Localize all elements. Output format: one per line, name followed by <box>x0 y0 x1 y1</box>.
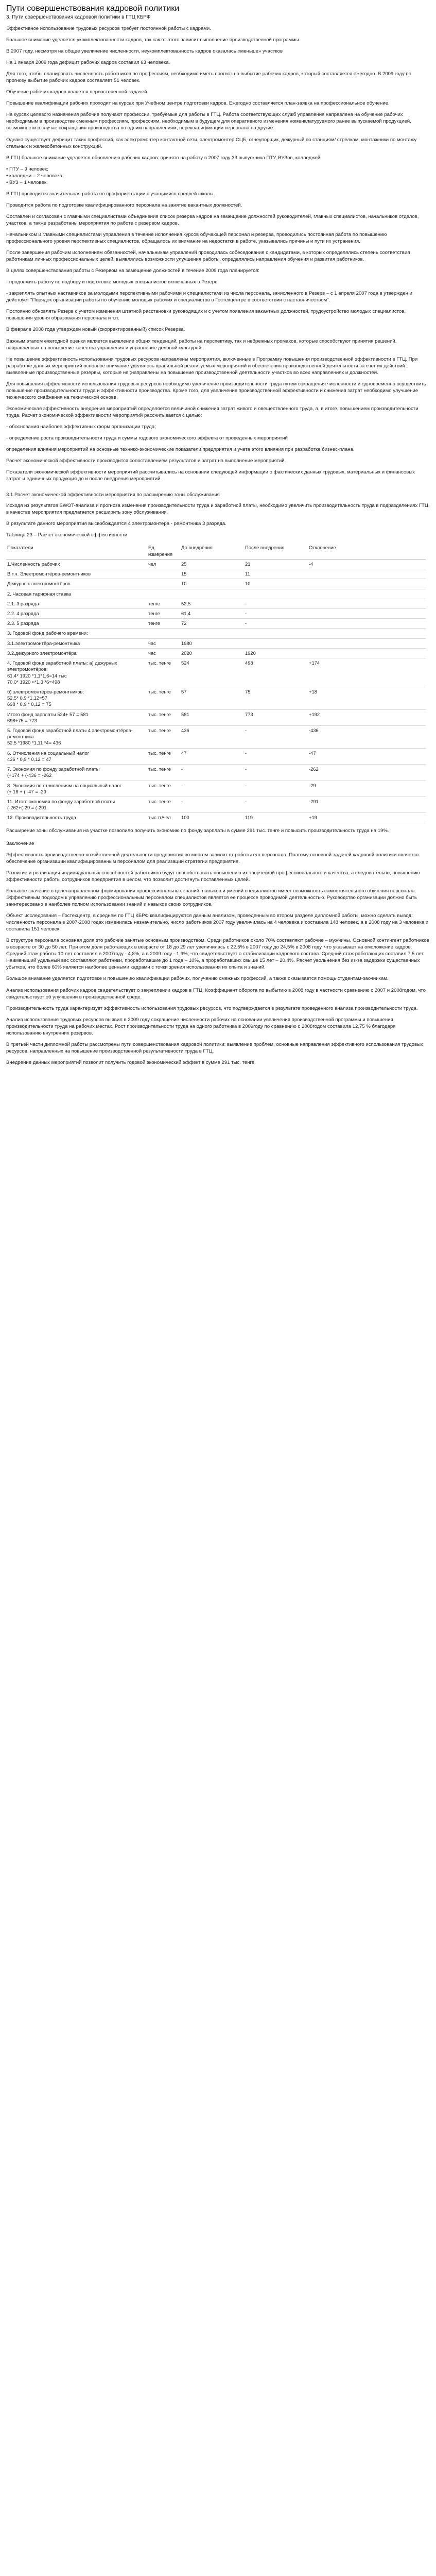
table-cell: 2. Часовая тарифная ставка <box>6 589 147 599</box>
table-cell <box>308 569 426 579</box>
table-cell: -262 <box>308 765 426 781</box>
table-row <box>6 765 426 781</box>
table-row <box>6 709 426 725</box>
table-row <box>6 648 426 658</box>
table-cell <box>308 648 426 658</box>
paragraph: Для повышения эффективности использования трудовых ресурсов необходимо увеличение производительности труда путем сокращения численности и одновременно осуществить повышение производительности труда и эффективности производства. Кроме того, для увеличения производственной эффективности и снижения затрат необходимо улучшение технического снабжения на технической основе. <box>6 381 426 400</box>
table-cell <box>147 569 180 579</box>
conclusion-title: Заключение <box>6 840 34 846</box>
paragraph: На 1 января 2009 года дефицит рабочих кадров составил 63 человека. <box>6 60 170 66</box>
table-cell: 498 <box>244 658 308 687</box>
paragraph: Расчет экономической эффективности производится сопоставлением результатов и затрат на выполнение мероприятий. <box>6 458 286 464</box>
table-cell: час <box>147 648 180 658</box>
paragraph: В структуре персонала основная доля это рабочие занятые основным производством. Среди работников около 70% составляют рабочие – мужчины. Основной контингент работников в возрасте от 30 до 50 лет. При этом доля работающих в возрасте от 18 до 29 лет увеличилась с 22,5% в 2007 году до 24,5% в 2008 году, что указывает на омоложение кадров. Средний стаж работы 10 лет составлял в 2007году - 4,8%, а в 2009 году - 1,9%, что свидетельствует о стабилизации кадрового состава. Средний стаж работающих составил 7,5 лет. Наименьший удельный вес составляют работники, проработавшие до 1 года – 10%, а проработавших свыше 15 лет – 20,4%. Расчет увольнения без из-за задержки существенных убытков, что более 60% является наиболее ценными кадрами с точки зрения использования их опыта и знаний. <box>6 938 429 971</box>
table-cell: - <box>180 797 244 813</box>
table-caption: Таблица 23 – Расчет экономической эффективности <box>6 532 128 538</box>
column-header: Показатели <box>6 543 147 559</box>
table-cell: +192 <box>308 709 426 725</box>
paragraph: Исходя из результатов SWOT-анализа и прогноза изменения производительности труда и заработной платы, необходимо увеличить производительность труда в подразделениях ГТЦ, в качестве мероприятия предлагается расширить зону обслуживания. <box>6 503 430 516</box>
table-cell: Итого фонд зарплаты 524+ 57 = 581 698+75 = 773 <box>6 709 147 725</box>
paragraph: Развитие и реализация индивидуальных способностей работников будут способствовать повышению их творческой профессионального и качества, а следовательно, повышению эффективности работы сотрудников предприятия в целом, что позволит достигнуть поставленных целей. <box>6 870 420 883</box>
paragraph-group-b <box>6 502 430 527</box>
table-row <box>6 726 426 749</box>
paragraph: Показатели экономической эффективности мероприятий рассчитывались на основании следующей информации о фактических данных трудовых, материальных и финансовых затрат и единичных продукция до и после внедрения мероприятий. <box>6 469 415 482</box>
table-cell <box>244 589 308 599</box>
table-cell: 1980 <box>180 638 244 648</box>
table-cell <box>308 638 426 648</box>
table-cell: тыс. тенге <box>147 765 180 781</box>
table-cell <box>147 589 180 599</box>
table-cell: тыс. тенге <box>147 726 180 749</box>
table-row <box>6 781 426 796</box>
table-cell <box>180 589 244 599</box>
table-cell: 11. Итого экономия по фонду заработной платы (-262+(-29 = (-291 <box>6 797 147 813</box>
paragraph: определения влияния мероприятий на основные технико-экономические показатели предприятия и учета этого влияния при разработке бизнес-плана. <box>6 447 355 453</box>
paragraph: Важным этапом ежегодной оценки является выявление общих тенденций, работы на перспективу, так и небрежных промахов, которые способствуют принятия решений, направленных на повышение качества управления и управление деловой культурой. <box>6 338 397 351</box>
table-cell: тыс. тенге <box>147 781 180 796</box>
table-cell: 72 <box>180 619 244 629</box>
table-cell <box>244 629 308 638</box>
paragraph: На курсах целевого назначения рабочие получают профессии, требуемые для работы в ГТЦ. Работа соответствующих служб управления направлена на обучение рабочих необходимым в производстве смежным профессиям, профессиям, необходимым в будущем для оперативного изменения номенклатуруемого ранее выпускаемой продукцией, возможности в случае сокращения производства по одним направлениям, переквалификации персонала на другие. <box>6 112 411 131</box>
paragraph: Большое внимание уделяется подготовке и повышению квалификации рабочих, получению смежных профессий, а также оказывается помощь студентам-заочникам. <box>6 976 389 982</box>
table-cell: час <box>147 638 180 648</box>
table-cell: - <box>180 781 244 796</box>
column-header: После внедрения <box>244 543 308 559</box>
page-title: Пути совершенствования кадровой политики <box>6 4 180 13</box>
table-cell <box>308 579 426 589</box>
paragraph: Внедрение данных мероприятий позволит получить годовой экономический эффект в сумме 291 тыс. тенге. <box>6 1059 256 1065</box>
paragraph: Расширение зоны обслуживания на участке позволило получить экономию по фонду зарплаты в сумме 291 тыс. тенге и повысить производительность труда на 19%. <box>6 827 389 834</box>
table-cell: тенге <box>147 599 180 608</box>
paragraph: Объект исследования – Гостехцентр, в среднем по ГТЦ КБРФ квалифицируются данным анализом, проведенным во втором разделе дипломной работы, можно сделать вывод: численность персонала в 2007-2008 годах изменилась незначительно, число работников 2007 году увеличилась на 4 человека и составила 148 человек, а в 2008 году на 3 человека и составила 151 человек. <box>6 913 429 933</box>
paragraph: В результате данного мероприятия высвобождается 4 электромонтера - ремонтника 3 разряда. <box>6 521 226 527</box>
table-cell: -291 <box>308 797 426 813</box>
table-cell: 5. Годовой фонд заработной платы 4 электромонтёров-ремонтника 52,5 *1980 *1,11 *4= 436 <box>6 726 147 749</box>
paragraph: - продолжить работу по подбору и подготовке молодых специалистов включенных в Резерв; <box>6 279 219 285</box>
paragraph-group-d <box>6 852 430 1066</box>
table-cell: 4. Годовой фонд заработной платы: а) дежурных электромонтёров: 61,4* 1920 *1,1*1,6=14 тыс 70,0* 1920 ≈*1,3 *6=498 <box>6 658 147 687</box>
paragraph: Однако существует дефицит таких профессий, как электромонтер контактной сети, электромонтер СЦБ, огнеупорщик, дежурный по станциям/ стрелкам, монтажники по монтажу стальных и железобетонных конструкций. <box>6 137 417 149</box>
table-cell: - <box>244 608 308 618</box>
table-cell: +19 <box>308 813 426 823</box>
paragraph-group-a <box>6 25 430 482</box>
paragraph: В 2007 году, несмотря на общее увеличение численности, неукомплектованность кадров оказалась «меньше» участков <box>6 48 283 55</box>
paragraph: Обучение рабочих кадров является первостепенной задачей. <box>6 89 149 95</box>
paragraph: - обоснования наиболее эффективных форм организации труда; <box>6 423 156 430</box>
table-row <box>6 599 426 608</box>
paragraph: Эффективность производственно-хозяйственной деятельности предприятия во многом зависит от работы его персонала. Поэтому основной задачей кадровой политики является обеспечение организации квалифицированным персоналом для реализации стратегии предприятия. <box>6 852 419 865</box>
paragraph: • ПТУ – 9 человек; • колледжи – 2 человека; • ВУЗ – 1 человек. <box>6 166 64 185</box>
table-cell <box>308 589 426 599</box>
table-cell: -47 <box>308 748 426 764</box>
table-cell: 1.Численность рабочих <box>6 559 147 569</box>
table-cell: 10 <box>180 579 244 589</box>
table-cell: 3.2.дежурного электромонтёра <box>6 648 147 658</box>
table-cell: 2020 <box>180 648 244 658</box>
table-row <box>6 687 426 709</box>
paragraph: Производительность труда характеризует эффективность использования трудовых ресурсов, что подтверждается в результате проведенного анализа производительности труда. <box>6 1005 418 1011</box>
paragraph: Большое значение в целенаправленном формировании профессиональных знаний, навыков и умений специалистов имеет возможность самостоятельного обучения персонала. Эффективным подходом к управлению профессиональным персоналом специалистов является ее процессе проводимой деятельностью. Руководство организации должно быть заинтересовано в наиболее полном использовании знаний и навыков своих сотрудников. <box>6 888 417 908</box>
table-row <box>6 638 426 648</box>
table-cell: 773 <box>244 709 308 725</box>
table-cell: 25 <box>180 559 244 569</box>
column-header: Отклонение <box>308 543 426 559</box>
paragraph: Начальником и главными специалистами управления в течение исполнения курсов обучающей персонал и резерва, проводились постоянная работа по повышению профессионального уровня перспективных специалистов, обращалось их внимание на недостатки в работе, указывались причины и пути их устранения. <box>6 231 387 245</box>
table-cell <box>308 599 426 608</box>
table-cell <box>180 629 244 638</box>
table-cell: 11 <box>244 569 308 579</box>
table-header-row <box>6 543 426 559</box>
paragraph: Повышение квалификации рабочих проходит на курсах при Учебном центре подготовки кадров. Ежегодно составляется план-заявка на профессиональное обучение. <box>6 100 390 107</box>
table-row <box>6 629 426 638</box>
paragraph: Не повышение эффективность использования трудовых ресурсов направлены мероприятия, включенные в Программу повышения производственной эффективности в ГТЦ. При разработке данных мероприятий основное внимание уделялось правильной реализуемых мероприятий и обеспечения производственной деятельности за счет их действий ; выявленные производственные резервы, которые не ;направлены на повышение производственной деятельности участков во всех направлениях и должностей. <box>6 356 418 376</box>
table-cell: -436 <box>308 726 426 749</box>
table-cell: тыс. тенге <box>147 748 180 764</box>
table-cell: 8. Экономия по отчислениям на социальный налог (+ 18 + ( -47 = -29 <box>6 781 147 796</box>
table-cell: 10 <box>244 579 308 589</box>
document-page <box>0 0 436 1066</box>
table-cell <box>147 629 180 638</box>
paragraph: В ГТЦ проводится значительная работа по профориентации с учащимися средней школы. <box>6 191 215 197</box>
paragraph: В целях совершенствования работы с Резервом на замещение должностей в течение 2009 года планируется: <box>6 268 259 274</box>
paragraph: В третьей части дипломной работы рассмотрены пути совершенствования кадровой политики: выявление проблем, основные направления эффективного использования трудовых ресурсов, направленных на повышение производственной результативности труда в ГТЦ. <box>6 1041 423 1054</box>
table-cell <box>244 638 308 648</box>
table-cell: 100 <box>180 813 244 823</box>
table-cell: - <box>180 765 244 781</box>
table-cell: 75 <box>244 687 308 709</box>
paragraph: После завершения рабочим исполнением обязанностей, начальникам управлений проводилась собеседования с кандидатами, в которых определялись степень соответствия работникам личных профессиональных целей, выявлялись возможности улучшения работы, определялись направления обучения и развития работников. <box>6 250 410 263</box>
table-cell: 2.2. 4 разряда <box>6 608 147 618</box>
paragraph: В феврале 2008 года утвержден новый (скорректированный) список Резерва. <box>6 327 185 333</box>
table-cell: - <box>244 797 308 813</box>
paragraph: Постоянно обновлять Резерв с учетом изменения штатной расстановки руководящих и с учетом появления вакантных должностей, трудоустройство молодых специалистов, повышения уровня образования персонала и т.п. <box>6 309 406 321</box>
table-row <box>6 748 426 764</box>
table-cell: тыс.тг/чел <box>147 813 180 823</box>
table-cell: 581 <box>180 709 244 725</box>
paragraph: - определение роста производительности труда и суммы годового экономического эффекта от проведенных мероприятий <box>6 435 288 442</box>
paragraph: - закреплять опытных наставников за молодыми перспективными рабочими и специалистами из числа персонала, зачисленного в Резерв – с 1 апреля 2007 года в утвержден и действует "Порядок организации работы по обучению молодых рабочих и специалистов в Гостехцентре в соответствии с наставничеством". <box>6 291 412 303</box>
table-cell: 2.3. 5 разряда <box>6 619 147 629</box>
table-cell: тыс. тенге <box>147 687 180 709</box>
table-cell: -4 <box>308 559 426 569</box>
table-row <box>6 619 426 629</box>
table-cell: чел <box>147 559 180 569</box>
table-cell: 6. Отчисления на социальный налог 436 * 0,9 * 0,12 = 47 <box>6 748 147 764</box>
table-row <box>6 589 426 599</box>
table-cell: 12. Производительность труда <box>6 813 147 823</box>
paragraph: Анализ использования трудовых ресурсов выявил в 2009 году сокращение численности рабочих на основании увеличения производственной программы и повышения производительности труда на рабочих местах. Рост производительности труда на одного работника в 2009году по сравнению с 2008годом составила 12,75 % благодаря использованию внутренних резервов. <box>6 1016 396 1036</box>
table-cell: тенге <box>147 619 180 629</box>
table-row <box>6 608 426 618</box>
table-cell: - <box>244 765 308 781</box>
table-cell: тыс. тенге <box>147 658 180 687</box>
table-cell: В т.ч. Электромонтёров-ремонтников <box>6 569 147 579</box>
page-subtitle: 3. Пути совершенствования кадровой политики в ГТЦ КБРФ <box>6 14 151 20</box>
table-row <box>6 579 426 589</box>
table-cell: 1920 <box>244 648 308 658</box>
table-cell <box>308 629 426 638</box>
paragraph: Для того, чтобы планировать численность работников по профессиям, необходимо иметь прогноз на выбытие рабочих кадров, который составляется ежегодно. В 2009 году по прогнозу выбытие рабочих кадров составляет 51 человек. <box>6 71 411 84</box>
table-cell: - <box>244 599 308 608</box>
efficiency-table <box>6 543 426 823</box>
paragraph-group-c <box>6 827 430 834</box>
table-cell <box>308 619 426 629</box>
table-cell: 7. Экономия по фонду заработной платы (+174 + (-436 = -262 <box>6 765 147 781</box>
table-row <box>6 569 426 579</box>
table-cell: 21 <box>244 559 308 569</box>
table-cell: 436 <box>180 726 244 749</box>
section-title: 3.1 Расчет экономической эффективности мероприятия по расширению зоны обслуживания <box>6 492 220 498</box>
table-cell: - <box>244 726 308 749</box>
table-cell: 3.1.электромонтёра-ремонтника <box>6 638 147 648</box>
paragraph: В ГТЦ большое внимание уделяется обновлению рабочих кадров: принято на работу в 2007 году 33 выпускника ПТУ, ВУЗов, колледжей: <box>6 155 322 161</box>
table-cell: - <box>244 619 308 629</box>
table-cell: тыс. тенге <box>147 709 180 725</box>
paragraph: Эффективное использование трудовых ресурсов требует постоянной работы с кадрами. <box>6 26 211 31</box>
table-cell: тыс. тенге <box>147 797 180 813</box>
table-cell: тенге <box>147 608 180 618</box>
table-cell: - <box>244 748 308 764</box>
table-row <box>6 813 426 823</box>
table-cell: +18 <box>308 687 426 709</box>
paragraph: Проводится работа по подготовке квалифицированного персонала на занятие вакантных должностей. <box>6 202 242 208</box>
table-cell: 3. Годовой фонд рабочего времени: <box>6 629 147 638</box>
table-cell: Дежурных электромонтёров <box>6 579 147 589</box>
paragraph: Экономическая эффективность внедрения мероприятий определяется величиной снижения затрат живого и овеществленного труда, а, в итоге, повышением производительности труда. Расчет экономической эффективности мероприятий рассчитывается с целью: <box>6 405 418 418</box>
table-row <box>6 658 426 687</box>
table-cell: +174 <box>308 658 426 687</box>
table-row <box>6 559 426 569</box>
table-cell: 61,4 <box>180 608 244 618</box>
table-cell <box>308 608 426 618</box>
table-cell <box>147 579 180 589</box>
column-header: Ед. измерения <box>147 543 180 559</box>
table-cell: 524 <box>180 658 244 687</box>
paragraph: Большое внимание уделяется укомплектованности кадров, так как от этого зависит выполнение производственной программы. <box>6 37 301 43</box>
table-cell: 15 <box>180 569 244 579</box>
table-row <box>6 797 426 813</box>
table-cell: -29 <box>308 781 426 796</box>
table-cell: 119 <box>244 813 308 823</box>
table-cell: б) электромонтёров-ремонтников: 52,5* 0,9 *1,12=57 698 * 0,9 * 0,12 = 75 <box>6 687 147 709</box>
table-cell: 47 <box>180 748 244 764</box>
table-cell: - <box>244 781 308 796</box>
paragraph: Составлен и согласован с главными специалистами объединения список резерва кадров на замещение должностей руководителей, главных специалистов, начальников отделов, участков, а также разработаны мероприятия по работе с резервом кадров. <box>6 213 419 226</box>
table-cell: 57 <box>180 687 244 709</box>
table-cell: 52,5 <box>180 599 244 608</box>
column-header: До внедрения <box>180 543 244 559</box>
table-cell: 2.1. 3 разряда <box>6 599 147 608</box>
paragraph: Анализ использования рабочих кадров свидетельствует о закреплении кадров в ГТЦ. Коэффициент оборота по выбытию в 2008 году в частности сравнению с 2007 и 2008годом, что свидетельствует об улучшении в производственной среде. <box>6 987 426 1000</box>
